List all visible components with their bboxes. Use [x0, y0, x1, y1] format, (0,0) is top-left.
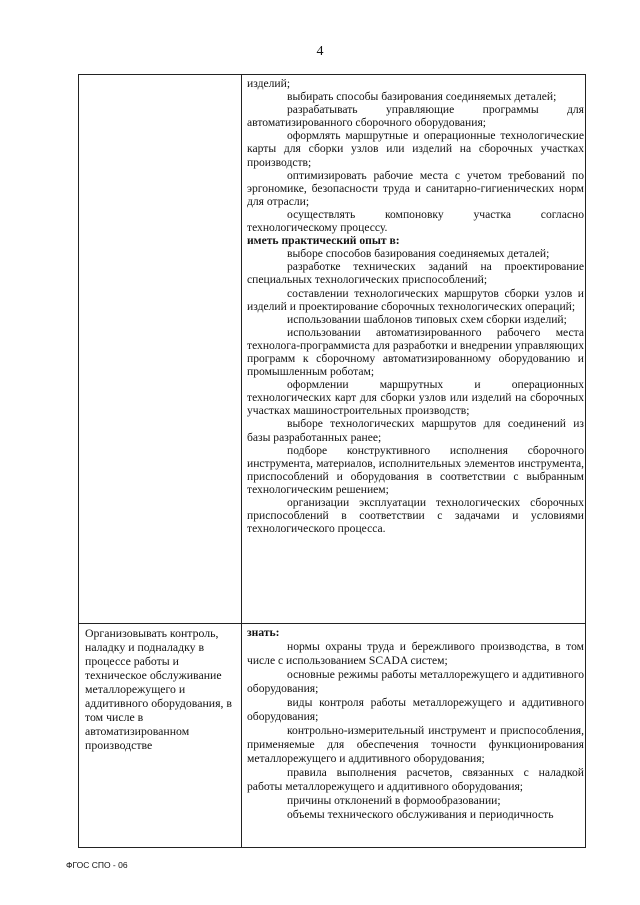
experience-heading: иметь практический опыт в:	[247, 234, 400, 248]
skill-item: оформлять маршрутные и операционные технологические карты для сборки узлов или изделий на сборочных участках производств;	[247, 129, 584, 169]
skill-item: разрабатывать управляющие программы для автоматизированного сборочного оборудования;	[247, 103, 584, 130]
experience-item: организации эксплуатации технологических сборочных приспособлений в соответствии с задачами и условиями технологического процесса.	[247, 496, 584, 536]
knowledge-item: контрольно-измерительный инструмент и приспособления, применяемые для обеспечения точности функционирования металлорежущего и аддитивного оборудования;	[247, 724, 584, 765]
knowledge-item: причины отклонений в формообразовании;	[287, 794, 501, 807]
continuation-line: изделий;	[247, 77, 291, 90]
experience-item: выборе технологических маршрутов для соединений из базы разработанных ранее;	[247, 417, 584, 444]
knowledge-item: виды контроля работы металлорежущего и аддитивного оборудования;	[247, 696, 584, 723]
knowledge-item: объемы технического обслуживания и периодичность	[287, 808, 554, 821]
experience-item: использовании автоматизированного рабочего места технолога-программиста для разработки и внедрении управляющих программ к сборочному автоматизированному оборудованию и промышленным роботам;	[247, 325, 584, 379]
skill-item: оптимизировать рабочие места с учетом требований по эргономике, безопасности труда и санитарно-гигиенических норм для отрасли;	[247, 168, 584, 208]
column-divider	[241, 75, 242, 847]
skill-item: осуществлять компоновку участка согласно технологическому процессу.	[247, 207, 584, 235]
experience-item: разработке технических заданий на проектирование специальных технологических приспособлений;	[247, 260, 584, 287]
experience-item: использовании шаблонов типовых схем сборки изделий;	[287, 312, 567, 326]
competency-table	[78, 74, 586, 848]
footer-label: ФГОС СПО - 06	[66, 860, 128, 870]
skill-item: выбирать способы базирования соединяемых деталей;	[287, 90, 557, 104]
knowledge-cell	[247, 626, 584, 822]
knowledge-item: нормы охраны труда и бережливого производства, в том числе с использованием SCADA систем;	[247, 640, 584, 667]
knowledge-item: правила выполнения расчетов, связанных с наладкой работы металлорежущего и аддитивного оборудования;	[247, 766, 584, 793]
page-number: 4	[316, 44, 324, 59]
knowledge-heading: знать:	[247, 626, 280, 639]
experience-item: составлении технологических маршрутов сборки узлов и изделий и проектирование сборочных технологических операций;	[247, 286, 584, 313]
competency-cell: Организовывать контроль, наладку и подналадку в процессе работы и техническое обслуживание металлорежущего и аддитивного оборудования, в том числе в автоматизированном производстве	[85, 626, 232, 752]
experience-item: выборе способов базирования соединяемых деталей;	[287, 247, 550, 261]
experience-item: оформлении маршрутных и операционных технологических карт для сборки узлов или изделий на сборочных участках машиностроительных производств;	[247, 378, 584, 418]
skills-cell	[247, 77, 584, 535]
experience-item: подборе конструктивного исполнения сборочного инструмента, материалов, исполнительных элементов инструмента, приспособлений и оборудования в соответствии с выбранным технологическим решением;	[247, 443, 584, 496]
row-divider	[79, 623, 585, 624]
knowledge-item: основные режимы работы металлорежущего и аддитивного оборудования;	[247, 668, 584, 695]
